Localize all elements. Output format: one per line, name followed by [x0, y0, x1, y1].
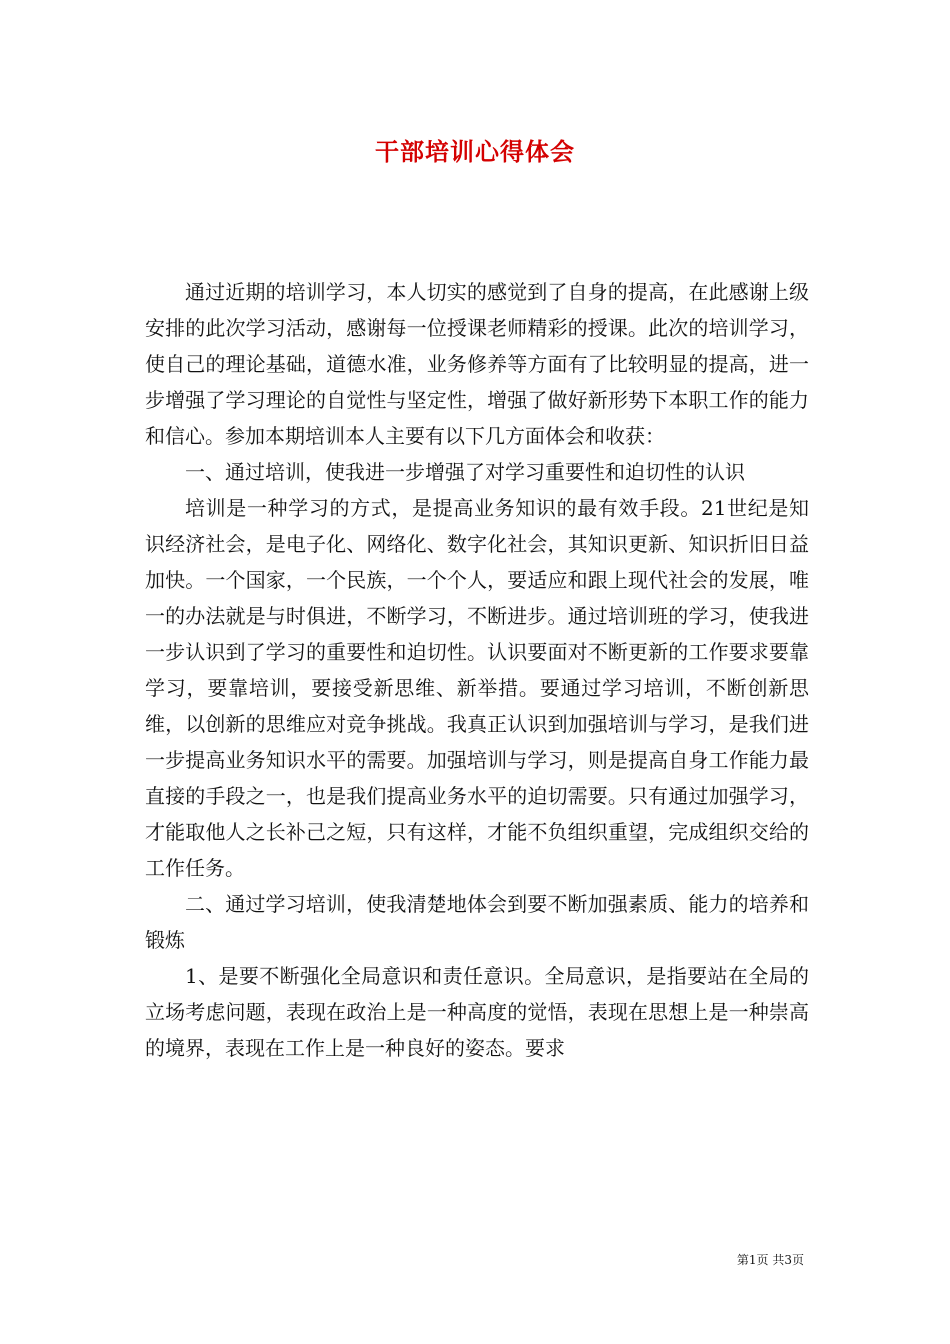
paragraph-heading-one: 一、通过培训，使我进一步增强了对学习重要性和迫切性的认识	[185, 460, 745, 484]
paragraph-training-importance: 培训是一种学习的方式，是提高业务知识的最有效手段。21世纪是知识经济社会，是电子化、网络化、数字化社会，其知识更新、知识折旧日益加快。一个国家，一个民族，一个个人，要适应和跟上现代社会的发展，唯一的办法就是与时俱进，不断学习，不断进步。通过培训班的学习，使我进一步认识到了学习的重要性和迫切性。认识要面对不断更新的工作要求要靠学习，要靠培训，要接受新思维、新举措。要通过学习培训，不断创新思维，以创新的思维应对竞争挑战。我真正认识到加强培训与学习，是我们进一步提高业务知识水平的需要。加强培训与学习，则是提高自身工作能力最直接的手段之一，也是我们提高业务水平的迫切需要。只有通过加强学习，才能取他人之长补己之短，只有这样，才能不负组织重望，完成组织交给的工作任务。	[145, 496, 809, 880]
paragraph-point-one: 1、是要不断强化全局意识和责任意识。全局意识，是指要站在全局的立场考虑问题，表现在政治上是一种高度的觉悟，表现在思想上是一种崇高的境界，表现在工作上是一种良好的姿态。要求	[145, 964, 809, 1060]
paragraph-heading-two: 二、通过学习培训，使我清楚地体会到要不断加强素质、能力的培养和锻炼	[145, 892, 809, 952]
document-title: 干部培训心得体会	[375, 137, 575, 166]
paragraph-intro: 通过近期的培训学习，本人切实的感觉到了自身的提高，在此感谢上级安排的此次学习活动，感谢每一位授课老师精彩的授课。此次的培训学习，使自己的理论基础，道德水准，业务修养等方面有了比较明显的提高，进一步增强了学习理论的自觉性与坚定性，增强了做好新形势下本职工作的能力和信心。参加本期培训本人主要有以下几方面体会和收获：	[145, 280, 809, 448]
page-number-footer: 第1页 共3页	[736, 1253, 804, 1267]
document-body	[145, 274, 809, 1066]
